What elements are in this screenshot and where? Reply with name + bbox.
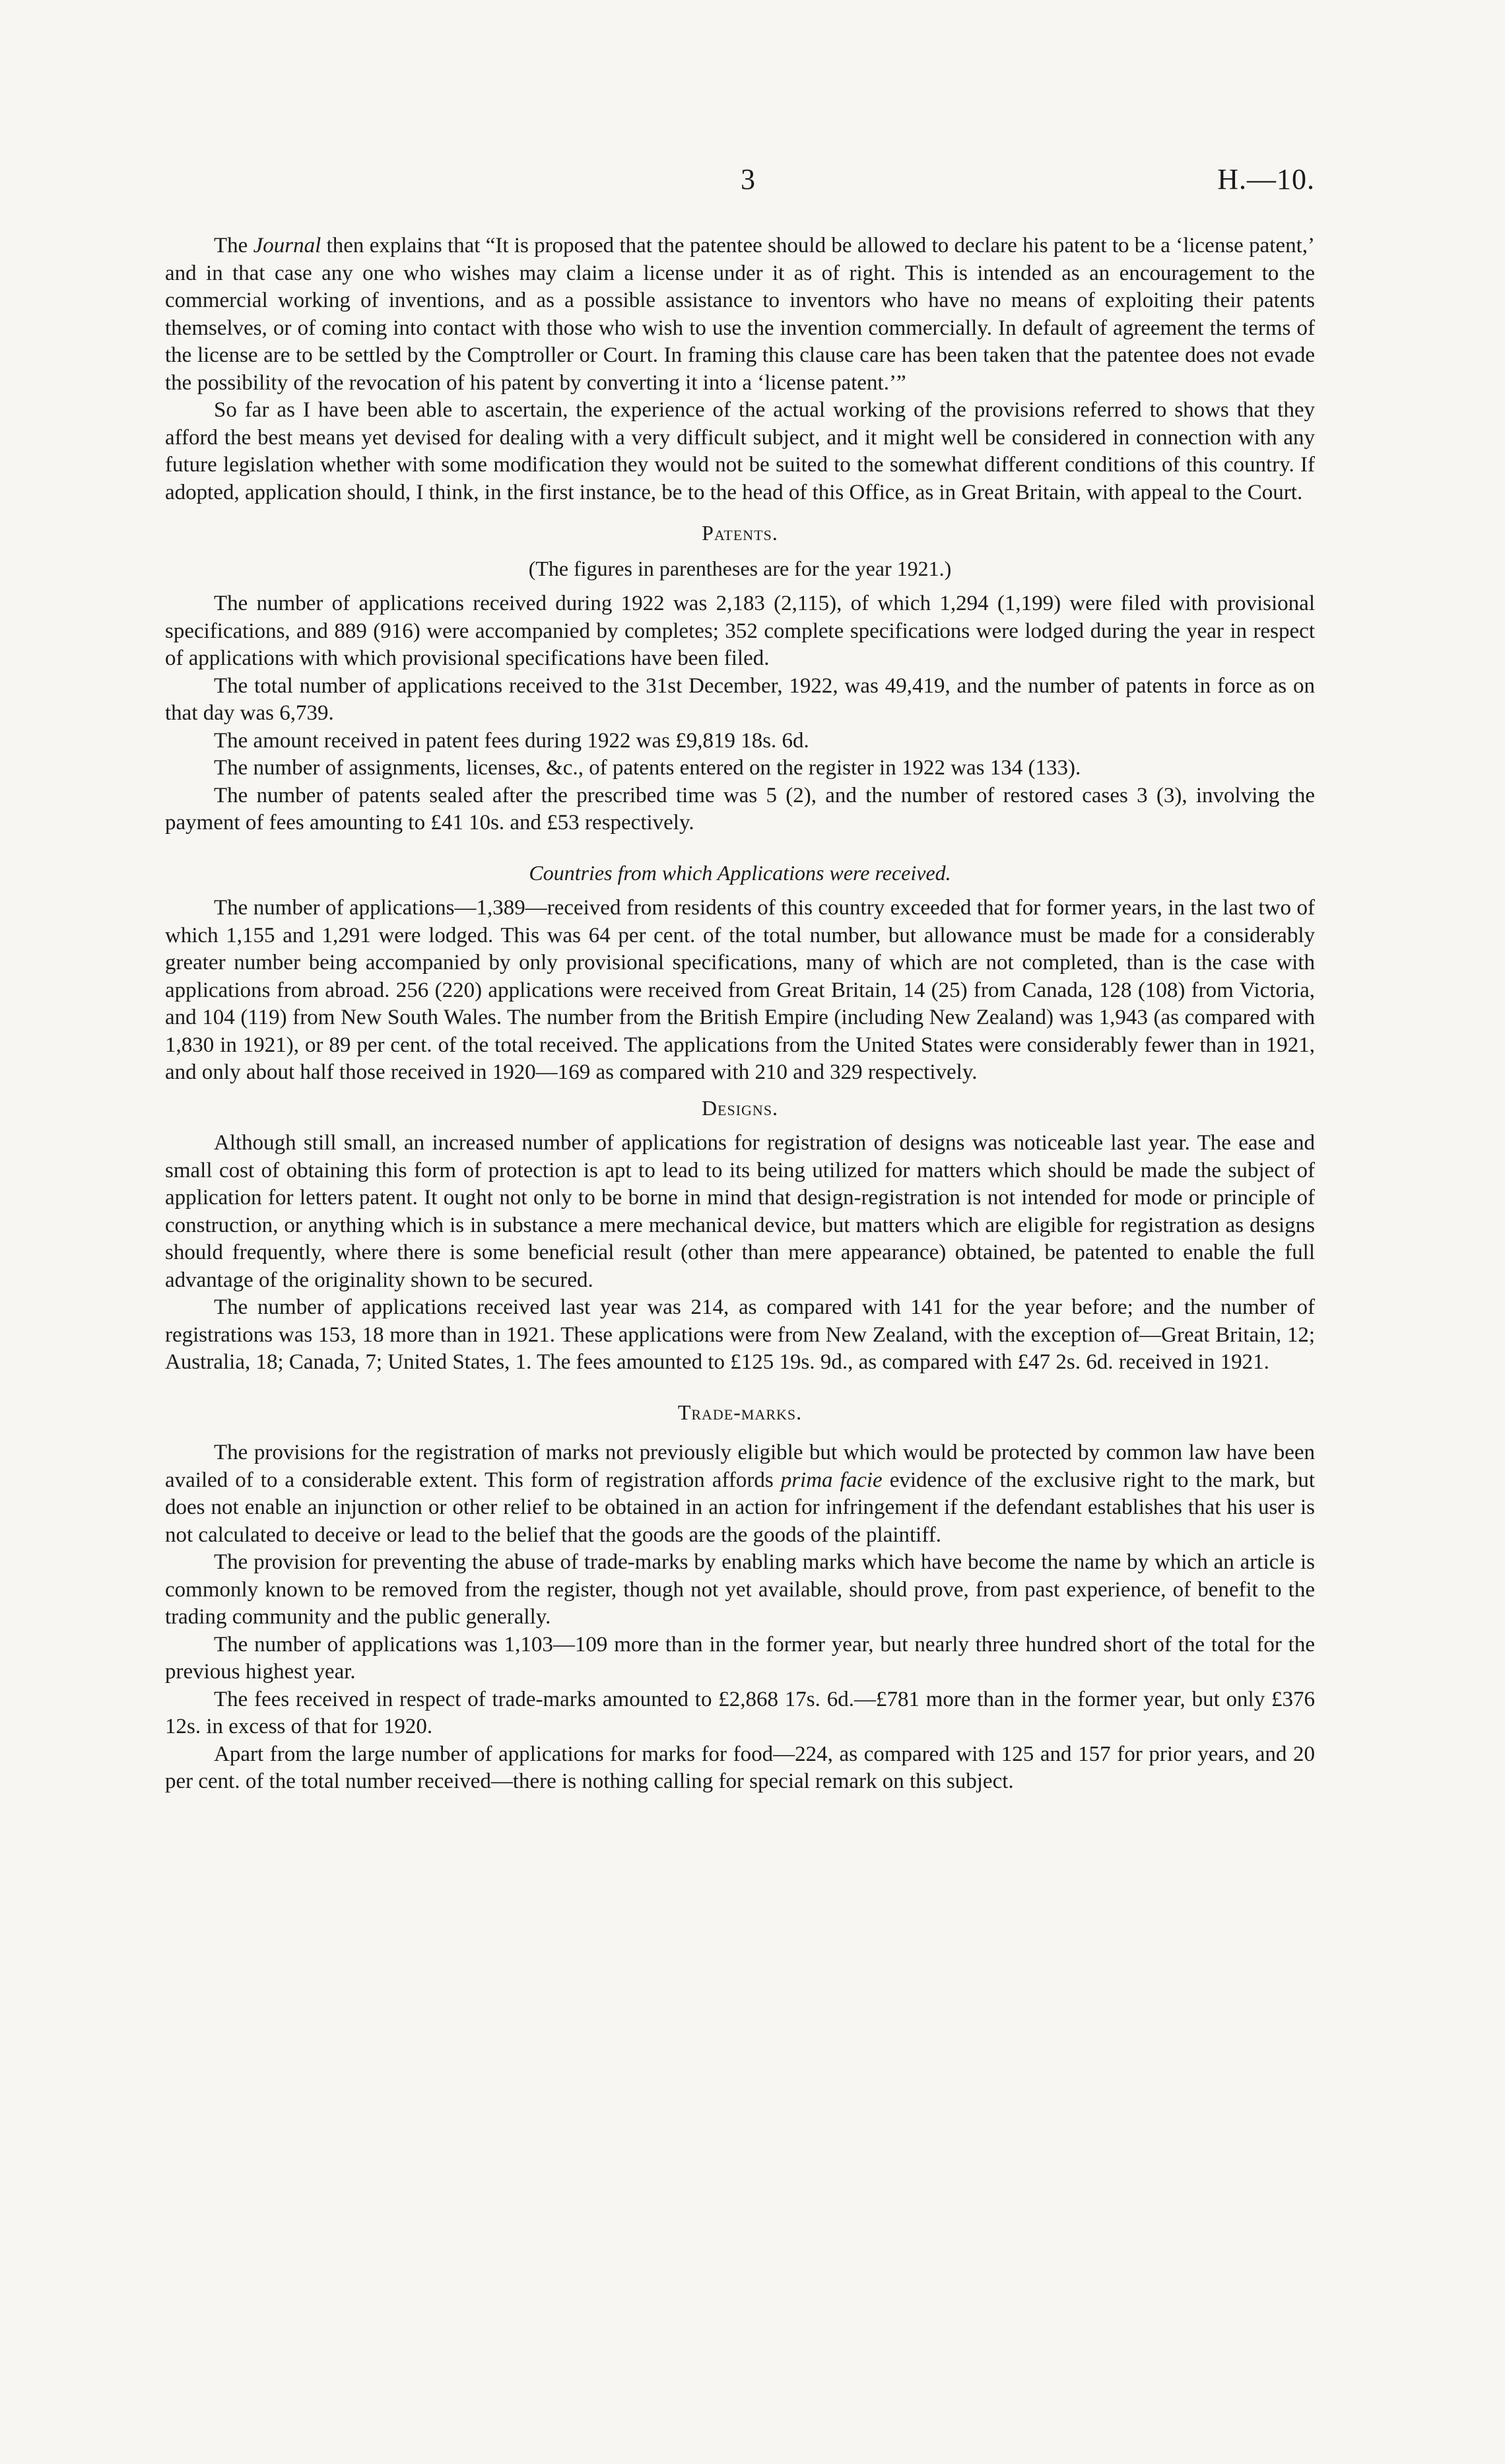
- trademarks-paragraph-2: The provision for preventing the abuse of trade-marks by enabling marks which have become the name by which an article is commonly known to be removed from the register, though not yet available, should prove, from past experience, of benefit to the trading community and the public generally.: [165, 1550, 1315, 1629]
- trademarks-paragraph-5: Apart from the large number of applications for marks for food—224, as compared with 125 and 157 for prior years, and 20 per cent. of the total number received—there is nothing calling for special remark on this subject.: [165, 1742, 1315, 1793]
- patents-note: (The figures in parentheses are for the year 1921.): [528, 556, 952, 580]
- patents-heading: Patents.: [702, 521, 778, 545]
- trademarks-paragraph-3: The number of applications was 1,103—109 more than in the former year, but nearly three hundred short of the total for the previous highest year.: [165, 1632, 1315, 1684]
- patents-paragraph-5: The number of patents sealed after the prescribed time was 5 (2), and the number of restored cases 3 (3), involving the payment of fees amounting to £41 10s. and £53 respectively.: [165, 783, 1315, 835]
- intro-paragraph-1: The Journal then explains that “It is proposed that the patentee should be allowed to declare his patent to be a ‘license patent,’ and in that case any one who wishes may claim a license under it as of right. This is intended as an encouragement to the commercial working of inventions, and as a possible assistance to inventors who have no means of exploiting their patents themselves, or of coming into contact with those who wish to use the invention commercially. In default of agreement the terms of the license are to be settled by the Comptroller or Court. In framing this clause care has been taken that the patentee does not evade the possibility of the revocation of his patent by converting it into a ‘license patent.’”: [165, 234, 1315, 395]
- designs-heading: Designs.: [701, 1095, 779, 1120]
- patents-paragraph-3: The amount received in patent fees during 1922 was £9,819 18s. 6d.: [214, 728, 809, 753]
- prima-facie-term: prima facie: [780, 1468, 883, 1492]
- intro-paragraph-2: So far as I have been able to ascertain, the experience of the actual working of the provisions referred to shows that they afford the best means yet devised for dealing with a very difficult subject, and it might well be considered in connection with any future legislation whether with some modification they would not be suited to the somewhat different conditions of this country. If adopted, application should, I think, in the first instance, be to the head of this Office, as in Great Britain, with appeal to the Court.: [165, 398, 1315, 504]
- document-reference: H.—10.: [1217, 163, 1315, 195]
- countries-paragraph-1: The number of applications—1,389—received from residents of this country exceeded that for former years, in the last two of which 1,155 and 1,291 were lodged. This was 64 per cent. of the total number, but allowance must be made for a considerably greater number being accompanied by only provisional specifications, many of which are not completed, than is the case with applications from abroad. 256 (220) applications were received from Great Britain, 14 (25) from Canada, 128 (108) from Victoria, and 104 (119) from New South Wales. The number from the British Empire (including New Zealand) was 1,943 (as compared with 1,830 in 1921), or 89 per cent. of the total received. The applications from the United States were considerably fewer than in 1921, and only about half those received in 1920—169 as compared with 210 and 329 respectively.: [165, 896, 1315, 1084]
- patents-paragraph-2: The total number of applications received to the 31st December, 1922, was 49,419, and the number of patents in force as on that day was 6,739.: [165, 673, 1315, 725]
- trademarks-paragraph-4: The fees received in respect of trade-marks amounted to £2,868 17s. 6d.—£781 more than in the former year, but only £376 12s. in excess of that for 1920.: [165, 1687, 1315, 1738]
- page-number: 3: [741, 163, 755, 195]
- designs-paragraph-2: The number of applications received last year was 214, as compared with 141 for the year before; and the number of registrations was 153, 18 more than in 1921. These applications were from New Zealand, with the exception of—Great Britain, 12; Australia, 18; Canada, 7; United States, 1. The fees amounted to £125 19s. 9d., as compared with £47 2s. 6d. received in 1921.: [165, 1295, 1315, 1374]
- page-body: [165, 232, 1315, 1796]
- designs-paragraph-1: Although still small, an increased number of applications for registration of designs was noticeable last year. The ease and small cost of obtaining this form of protection is apt to lead to its being utilized for matters which should be made the subject of application for letters patent. It ought not only to be borne in mind that design-registration is not intended for mode or principle of construction, or anything which is in substance a mere mechanical device, but matters which are eligible for registration as designs should frequently, where there is some beneficial result (other than mere appearance) obtained, be patented to enable the full advantage of the originality shown to be secured.: [165, 1131, 1315, 1292]
- trademarks-heading: Trade-marks.: [677, 1400, 803, 1424]
- patents-paragraph-4: The number of assignments, licenses, &c., of patents entered on the register in 1922 was 134 (133).: [214, 756, 1081, 780]
- countries-heading: Countries from which Applications were received.: [529, 860, 951, 885]
- patents-paragraph-1: The number of applications received during 1922 was 2,183 (2,115), of which 1,294 (1,199) were filed with provisional specifications, and 889 (916) were accompanied by completes; 352 complete specifications were lodged during the year in respect of applications with which provisional specifications have been filed.: [165, 592, 1315, 670]
- journal-title: Journal: [253, 234, 321, 257]
- trademarks-paragraph-1: The provisions for the registration of marks not previously eligible but which would be protected by common law have been availed of to a considerable extent. This form of registration affords prima facie evidence of the exclusive right to the mark, but does not enable an injunction or other relief to be obtained in an action for infringement if the defendant establishes that his user is not calculated to deceive or lead to the belief that the goods are the goods of the plaintiff.: [165, 1441, 1315, 1547]
